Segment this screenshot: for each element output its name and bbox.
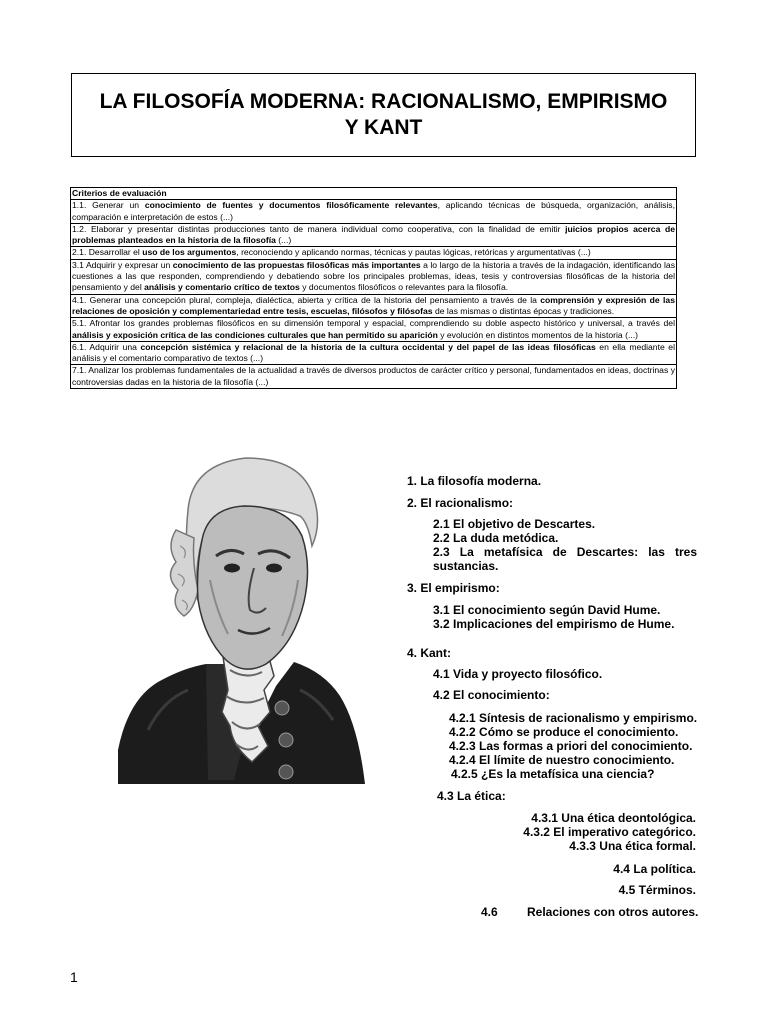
criterion-text-segment: , reconociendo y aplicando normas, técnicas y pautas lógicas, retóricas y argumentativas (...) — [236, 247, 591, 258]
criteria-row — [71, 247, 677, 259]
criterion-text-segment: (...) — [275, 235, 292, 246]
criterion-text-segment: y documentos filosóficos o relevantes para la filosofía. — [299, 282, 509, 293]
toc-item-3-2: 3.2 Implicaciones del empirismo de Hume. — [433, 617, 675, 631]
criterion-text — [71, 223, 677, 247]
toc-item-2-3-line-1: 2.3 La metafísica de Descartes: las tres — [433, 545, 697, 559]
page-title-line-2: Y KANT — [344, 116, 423, 139]
criterion-bold-text: uso de los argumentos — [142, 247, 237, 258]
toc-item-4-2: 4.2 El conocimiento: — [433, 688, 550, 702]
criterion-bold-text: comprensión y expresión de las relaciones de oposición y complementariedad entre tesis, escuelas, filósofos y filósofas — [72, 294, 675, 316]
criteria-row — [71, 341, 677, 365]
criterion-text — [71, 247, 677, 259]
toc-item-4-2-2: 4.2.2 Cómo se produce el conocimiento. — [449, 725, 679, 739]
criterion-text-segment: y evolución en distintos momentos de la historia (...) — [437, 329, 638, 340]
criterion-text — [71, 365, 677, 389]
toc-item-4-2-4: 4.2.4 El límite de nuestro conocimiento. — [449, 753, 675, 767]
toc-item-4-1: 4.1 Vida y proyecto filosófico. — [433, 667, 603, 681]
criterion-text-segment: 2.1. Desarrollar el — [72, 247, 143, 258]
toc-item-4-6-number: 4.6 — [481, 905, 498, 919]
toc-item-4-3-3: 4.3.3 Una ética formal. — [569, 839, 696, 853]
criterion-bold-text: análisis y exposición crítica de las condiciones culturales que han permitido su aparición — [72, 329, 438, 340]
criteria-row — [71, 200, 677, 224]
criterion-text — [71, 318, 677, 342]
criterion-text-segment: 1.2. Elaborar y presentar distintas producciones tanto de manera individual como cooperativa, con la finalidad de emitir — [72, 223, 566, 234]
criteria-row — [71, 259, 677, 294]
criteria-row — [71, 365, 677, 389]
criterion-text-segment: 5.1. Afrontar los grandes problemas filosóficos en su dimensión temporal y espacial, comprendiendo su doble aspecto histórico y universal, a través del — [72, 318, 675, 329]
criterion-text-segment: 7.1. Analizar los problemas fundamentales de la actualidad a través de diversos productos de carácter crítico y personal, fundamentados en ideas, doctrinas y controversias dadas en la historia de la filosofía (...) — [72, 365, 675, 387]
toc-item-4-2-5: 4.2.5 ¿Es la metafísica una ciencia? — [451, 767, 655, 781]
criterion-bold-text: concepción sistémica y relacional de la historia de la cultura occidental y del papel de las ideas filosóficas — [140, 341, 596, 352]
toc-item-4-6: Relaciones con otros autores. — [527, 905, 699, 919]
toc-item-4-5: 4.5 Términos. — [618, 883, 696, 897]
toc-item-4-2-1: 4.2.1 Síntesis de racionalismo y empirismo. — [449, 711, 698, 725]
criterion-text — [71, 259, 677, 294]
toc-item-4: 4. Kant: — [407, 646, 452, 660]
criterion-bold-text: juicios propios acerca de problemas planteados en la historia de la filosofía — [72, 223, 675, 246]
criteria-row — [71, 223, 677, 247]
criterion-bold-text: conocimiento de fuentes y documentos filosóficamente relevantes — [144, 200, 438, 211]
page-number: 1 — [70, 969, 78, 985]
toc-item-4-4: 4.4 La política. — [613, 862, 696, 876]
toc-item-1: 1. La filosofía moderna. — [407, 474, 542, 488]
toc-item-2: 2. El racionalismo: — [407, 496, 514, 510]
criterion-bold-text: análisis y comentario crítico de textos — [144, 282, 300, 293]
toc-item-4-3-2: 4.3.2 El imperativo categórico. — [523, 825, 696, 839]
criterion-text-segment: 6.1. Adquirir una — [72, 341, 141, 352]
toc-item-2-2: 2.2 La duda metódica. — [433, 531, 559, 545]
criterion-text-segment: 1.1. Generar un — [72, 200, 145, 211]
criterion-text — [71, 200, 677, 224]
toc-item-2-1: 2.1 El objetivo de Descartes. — [433, 517, 596, 531]
toc-item-4-3-1: 4.3.1 Una ética deontológica. — [531, 811, 696, 825]
toc-item-2-3-line-2: sustancias. — [433, 559, 499, 573]
page-title-line-1: LA FILOSOFÍA MODERNA: RACIONALISMO, EMPIRISMO — [99, 90, 668, 113]
criterion-text-segment: , aplicando técnicas de búsqueda, organización, análisis, comparación e interpretación de estos (...) — [72, 200, 675, 222]
kant-portrait — [118, 450, 374, 784]
criteria-row — [71, 294, 677, 318]
criterion-text — [71, 341, 677, 365]
toc-item-3-1: 3.1 El conocimiento según David Hume. — [433, 603, 661, 617]
evaluation-criteria-table — [70, 187, 677, 389]
toc-item-4-3: 4.3 La ética: — [437, 789, 506, 803]
toc-item-3: 3. El empirismo: — [407, 581, 500, 595]
criterion-text-segment: 3.1 Adquirir y expresar un — [72, 259, 173, 270]
criteria-heading: Criterios de evaluación — [71, 188, 677, 200]
toc-item-4-2-3: 4.2.3 Las formas a priori del conocimiento. — [449, 739, 693, 753]
criterion-text — [71, 294, 677, 318]
criterion-text-segment: 4.1. Generar una concepción plural, compleja, dialéctica, abierta y crítica de la historia del pensamiento a través de la — [72, 294, 541, 305]
criterion-text-segment: en ella mediante el análisis y el comentario comparativo de textos (...) — [72, 341, 675, 364]
criterion-text-segment: de las mismas o distintas épocas y tradiciones. — [432, 305, 615, 316]
criteria-row — [71, 318, 677, 342]
title-box — [71, 73, 696, 157]
criterion-text-segment: a lo largo de la historia a través de la indagación, identificando las cuestiones a las que responden, comprendiendo y debatiendo sobre los principales problemas, ideas, tesis y controversias filosóficas de la historia del pensamiento y del — [72, 259, 675, 293]
criterion-bold-text: conocimiento de las propuestas filosóficas más importantes — [172, 259, 421, 270]
toc-item-2-3 — [433, 545, 697, 573]
